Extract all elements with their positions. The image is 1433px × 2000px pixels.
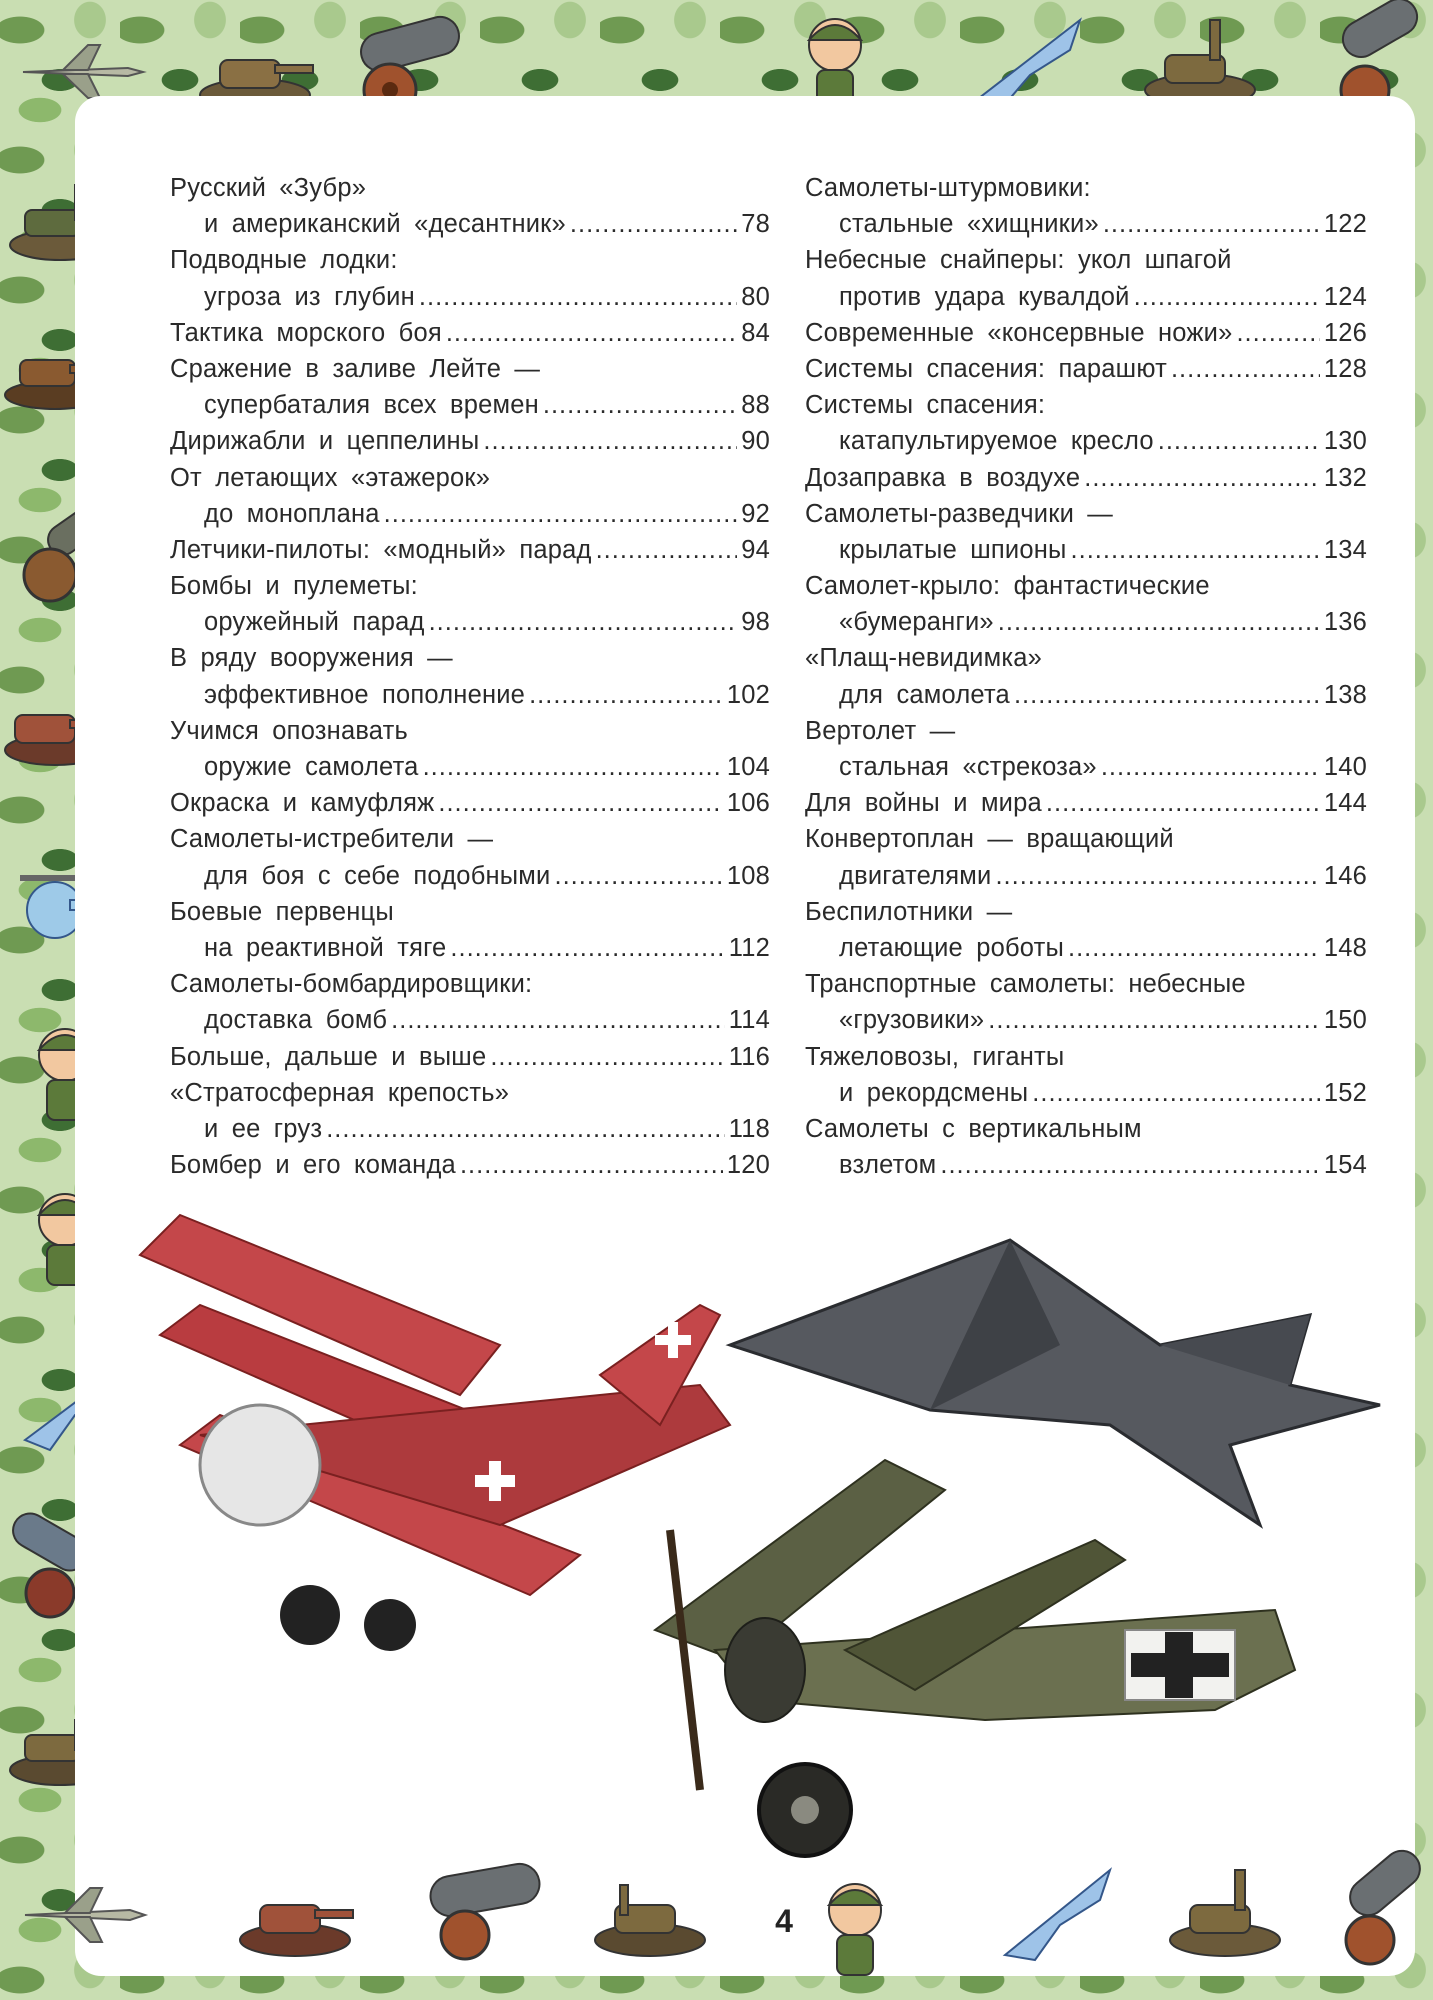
toc-leader-dots bbox=[529, 677, 723, 713]
toc-entry bbox=[805, 315, 1367, 351]
toc-entry-page: 116 bbox=[728, 1042, 770, 1071]
tank-icon bbox=[1165, 1860, 1285, 1960]
toc-entry-page: 112 bbox=[728, 933, 770, 962]
toc-entry bbox=[805, 1002, 1367, 1038]
toc-leader-dots bbox=[995, 858, 1319, 894]
toc-entry-title: Самолеты-штурмовики: bbox=[805, 174, 1091, 202]
toc-entry-title: доставка бомб bbox=[204, 1006, 388, 1035]
toc-entry bbox=[805, 423, 1367, 459]
toc-entry bbox=[805, 568, 1367, 604]
toc-entry bbox=[805, 279, 1367, 315]
toc-entry bbox=[805, 242, 1367, 278]
toc-entry-title: Для войны и мира bbox=[805, 789, 1042, 818]
toc-entry-title: Системы спасения: парашют bbox=[805, 354, 1167, 383]
toc-leader-dots bbox=[450, 930, 724, 966]
toc-entry bbox=[170, 279, 770, 315]
toc-leader-dots bbox=[940, 1147, 1319, 1183]
toc-entry bbox=[170, 568, 770, 604]
toc-leader-dots bbox=[1134, 279, 1320, 315]
toc-entry bbox=[805, 894, 1367, 930]
toc-entry bbox=[805, 496, 1367, 532]
toc-entry-title: Дирижабли и цеппелины bbox=[170, 427, 480, 456]
toc-entry-title: Небесные снайперы: укол шпагой bbox=[805, 246, 1232, 275]
tank-icon bbox=[1140, 10, 1260, 110]
toc-entry-page: 134 bbox=[1323, 535, 1367, 564]
plane-icon bbox=[18, 40, 148, 100]
toc-entry bbox=[170, 496, 770, 532]
toc-entry-page: 136 bbox=[1323, 608, 1367, 637]
toc-entry-title: Самолеты-истребители — bbox=[170, 825, 494, 854]
toc-leader-dots bbox=[543, 387, 737, 423]
toc-right-column bbox=[805, 170, 1367, 1183]
toc-entry-page: 78 bbox=[741, 210, 770, 239]
toc-entry-title: супербаталия всех времен bbox=[204, 391, 539, 420]
toc-leader-dots bbox=[570, 206, 737, 242]
jet-icon bbox=[995, 1860, 1125, 1970]
toc-entry bbox=[805, 604, 1367, 640]
cannon-icon bbox=[1305, 1845, 1430, 1975]
toc-entry bbox=[805, 1111, 1367, 1147]
toc-entry bbox=[170, 677, 770, 713]
toc-entry-title: В ряду вооружения — bbox=[170, 644, 453, 673]
toc-entry-title: Боевые первенцы bbox=[170, 897, 394, 926]
toc-leader-dots bbox=[1032, 1075, 1320, 1111]
toc-entry-title: до моноплана bbox=[204, 499, 380, 528]
toc-entry-title: для боя с себе подобными bbox=[204, 861, 551, 890]
toc-entry bbox=[170, 206, 770, 242]
toc-entry bbox=[805, 966, 1367, 1002]
toc-entry-page: 102 bbox=[726, 680, 770, 709]
toc-entry-title: Транспортные самолеты: небесные bbox=[805, 970, 1246, 999]
toc-entry bbox=[805, 930, 1367, 966]
toc-entry-page: 126 bbox=[1323, 318, 1367, 347]
toc-entry bbox=[805, 785, 1367, 821]
toc-entry bbox=[805, 532, 1367, 568]
toc-entry bbox=[170, 749, 770, 785]
toc-entry-title: Системы спасения: bbox=[805, 391, 1046, 420]
toc-entry bbox=[805, 1039, 1367, 1075]
toc-entry-page: 150 bbox=[1323, 1006, 1367, 1035]
plane-icon bbox=[20, 1880, 150, 1950]
toc-entry-title: Дозаправка в воздухе bbox=[805, 463, 1081, 492]
green-monoplane-illustration bbox=[655, 1460, 1315, 1870]
toc-leader-dots bbox=[554, 858, 722, 894]
toc-entry bbox=[805, 640, 1367, 676]
toc-entry bbox=[170, 1111, 770, 1147]
toc-entry-title: Окраска и камуфляж bbox=[170, 789, 435, 818]
toc-leader-dots bbox=[419, 279, 737, 315]
toc-entry-page: 118 bbox=[728, 1114, 770, 1143]
toc-entry-page: 114 bbox=[728, 1006, 770, 1035]
toc-leader-dots bbox=[1103, 206, 1320, 242]
toc-entry-page: 92 bbox=[741, 499, 770, 528]
toc-leader-dots bbox=[438, 785, 722, 821]
toc-entry-page: 154 bbox=[1323, 1151, 1367, 1180]
toc-entry-page: 144 bbox=[1323, 789, 1367, 818]
toc-entry bbox=[805, 821, 1367, 857]
toc-leader-dots bbox=[483, 423, 737, 459]
toc-entry bbox=[170, 785, 770, 821]
toc-entry bbox=[170, 1147, 770, 1183]
toc-entry-title: Самолеты-бомбардировщики: bbox=[170, 970, 533, 999]
toc-entry-title: «грузовики» bbox=[839, 1006, 985, 1035]
toc-entry bbox=[805, 858, 1367, 894]
toc-entry-title: Сражение в заливе Лейте — bbox=[170, 354, 541, 383]
toc-entry-title: Бомбы и пулеметы: bbox=[170, 572, 418, 601]
toc-entry-page: 128 bbox=[1323, 354, 1367, 383]
toc-leader-dots bbox=[1046, 785, 1320, 821]
toc-leader-dots bbox=[1236, 315, 1319, 351]
cannon-icon bbox=[410, 1855, 550, 1965]
tank-icon bbox=[590, 1870, 710, 1960]
toc-entry-page: 130 bbox=[1323, 427, 1367, 456]
toc-entry-title: против удара кувалдой bbox=[839, 282, 1130, 311]
toc-entry-title: Больше, дальше и выше bbox=[170, 1042, 487, 1071]
toc-entry bbox=[170, 930, 770, 966]
toc-entry bbox=[170, 170, 770, 206]
toc-entry-title: Вертолет — bbox=[805, 716, 956, 745]
toc-entry-title: Самолеты с вертикальным bbox=[805, 1114, 1142, 1143]
toc-entry bbox=[170, 1075, 770, 1111]
toc-leader-dots bbox=[429, 604, 738, 640]
toc-leader-dots bbox=[1014, 677, 1320, 713]
toc-entry bbox=[805, 677, 1367, 713]
toc-entry-title: Русский «Зубр» bbox=[170, 174, 367, 202]
toc-left-column bbox=[170, 170, 770, 1183]
toc-entry-title: взлетом bbox=[839, 1151, 937, 1180]
toc-entry bbox=[170, 1002, 770, 1038]
toc-leader-dots bbox=[1068, 930, 1320, 966]
toc-entry-title: «бумеранги» bbox=[839, 608, 994, 637]
page-number: 4 bbox=[760, 1897, 808, 1945]
toc-entry bbox=[805, 206, 1367, 242]
toc-leader-dots bbox=[1158, 423, 1320, 459]
toc-entry-page: 84 bbox=[741, 318, 770, 347]
toc-entry bbox=[805, 713, 1367, 749]
toc-entry-title: двигателями bbox=[839, 861, 992, 890]
toc-entry bbox=[170, 640, 770, 676]
toc-leader-dots bbox=[391, 1002, 725, 1038]
toc-entry-title: угроза из глубин bbox=[204, 282, 415, 311]
toc-entry-page: 120 bbox=[726, 1151, 770, 1180]
toc-entry bbox=[170, 242, 770, 278]
toc-entry bbox=[170, 1039, 770, 1075]
toc-entry-page: 152 bbox=[1323, 1078, 1367, 1107]
toc-entry-page: 122 bbox=[1323, 210, 1367, 239]
toc-entry bbox=[170, 821, 770, 857]
toc-entry-title: Учимся опознавать bbox=[170, 716, 408, 745]
toc-entry bbox=[170, 315, 770, 351]
toc-entry-title: оружейный парад bbox=[204, 608, 425, 637]
toc-entry-title: От летающих «этажерок» bbox=[170, 463, 491, 492]
toc-entry-title: для самолета bbox=[839, 680, 1010, 709]
toc-leader-dots bbox=[460, 1147, 723, 1183]
toc-entry-title: Тяжеловозы, гиганты bbox=[805, 1042, 1065, 1071]
toc-leader-dots bbox=[988, 1002, 1320, 1038]
toc-entry bbox=[170, 966, 770, 1002]
toc-entry-title: Современные «консервные ножи» bbox=[805, 318, 1233, 347]
toc-entry bbox=[805, 460, 1367, 496]
toc-leader-dots bbox=[596, 532, 738, 568]
toc-leader-dots bbox=[1171, 351, 1320, 387]
toc-entry bbox=[805, 1075, 1367, 1111]
toc-entry-title: стальная «стрекоза» bbox=[839, 753, 1097, 781]
toc-entry-page: 98 bbox=[741, 608, 770, 637]
toc-entry-title: летающие роботы bbox=[839, 933, 1065, 962]
toc-entry bbox=[170, 387, 770, 423]
toc-entry bbox=[170, 460, 770, 496]
toc-entry-title: на реактивной тяге bbox=[204, 933, 447, 962]
toc-entry bbox=[170, 351, 770, 387]
toc-entry-title: катапультируемое кресло bbox=[839, 427, 1154, 456]
toc-entry bbox=[170, 713, 770, 749]
toc-entry-title: крылатые шпионы bbox=[839, 535, 1067, 564]
toc-entry-page: 94 bbox=[741, 535, 770, 564]
toc-entry bbox=[805, 749, 1367, 785]
toc-entry-title: «Плащ-невидимка» bbox=[805, 644, 1043, 673]
toc-entry bbox=[170, 423, 770, 459]
toc-entry-title: Бомбер и его команда bbox=[170, 1151, 456, 1180]
toc-entry-title: Самолеты-разведчики — bbox=[805, 499, 1113, 528]
toc-entry-page: 148 bbox=[1323, 933, 1367, 962]
toc-leader-dots bbox=[1101, 749, 1320, 785]
toc-entry-title: эффективное пополнение bbox=[204, 680, 526, 709]
toc-entry bbox=[805, 170, 1367, 206]
toc-leader-dots bbox=[1084, 460, 1320, 496]
toc-entry bbox=[170, 894, 770, 930]
toc-entry bbox=[170, 858, 770, 894]
toc-entry-title: и американский «десантник» bbox=[204, 210, 566, 239]
toc-entry bbox=[170, 604, 770, 640]
toc-leader-dots bbox=[1071, 532, 1320, 568]
toc-entry-page: 104 bbox=[726, 753, 770, 781]
toc-leader-dots bbox=[384, 496, 738, 532]
soldier-icon bbox=[815, 1875, 895, 1985]
toc-entry-page: 88 bbox=[741, 391, 770, 420]
toc-leader-dots bbox=[490, 1039, 724, 1075]
toc-entry bbox=[805, 387, 1367, 423]
toc-entry-page: 132 bbox=[1323, 463, 1367, 492]
toc-leader-dots bbox=[998, 604, 1320, 640]
toc-entry bbox=[805, 1147, 1367, 1183]
tank-icon bbox=[235, 1870, 355, 1960]
toc-entry-page: 124 bbox=[1323, 282, 1367, 311]
toc-entry-page: 80 bbox=[741, 282, 770, 311]
toc-entry-page: 106 bbox=[726, 789, 770, 818]
toc-entry bbox=[170, 532, 770, 568]
toc-entry-page: 138 bbox=[1323, 680, 1367, 709]
toc-leader-dots bbox=[423, 749, 723, 785]
toc-entry-title: Беспилотники — bbox=[805, 897, 1013, 926]
toc-leader-dots bbox=[326, 1111, 725, 1147]
toc-entry-page: 108 bbox=[726, 861, 770, 890]
toc-entry-page: 90 bbox=[741, 427, 770, 456]
toc-entry-title: Летчики-пилоты: «модный» парад bbox=[170, 535, 592, 564]
toc-leader-dots bbox=[446, 315, 737, 351]
toc-entry-title: и рекордсмены bbox=[839, 1078, 1029, 1107]
toc-entry-title: Подводные лодки: bbox=[170, 246, 398, 275]
toc-entry-title: «Стратосферная крепость» bbox=[170, 1078, 510, 1107]
toc-entry-title: стальные «хищники» bbox=[839, 210, 1099, 239]
toc-entry-title: Тактика морского боя bbox=[170, 318, 442, 347]
toc-entry bbox=[805, 351, 1367, 387]
toc-entry-page: 140 bbox=[1323, 753, 1367, 781]
toc-entry-title: оружие самолета bbox=[204, 753, 419, 781]
toc-entry-title: и ее груз bbox=[204, 1114, 323, 1143]
toc-entry-title: Самолет-крыло: фантастические bbox=[805, 572, 1210, 601]
toc-entry-page: 146 bbox=[1323, 861, 1367, 890]
toc-entry-title: Конвертоплан — вращающий bbox=[805, 825, 1174, 854]
